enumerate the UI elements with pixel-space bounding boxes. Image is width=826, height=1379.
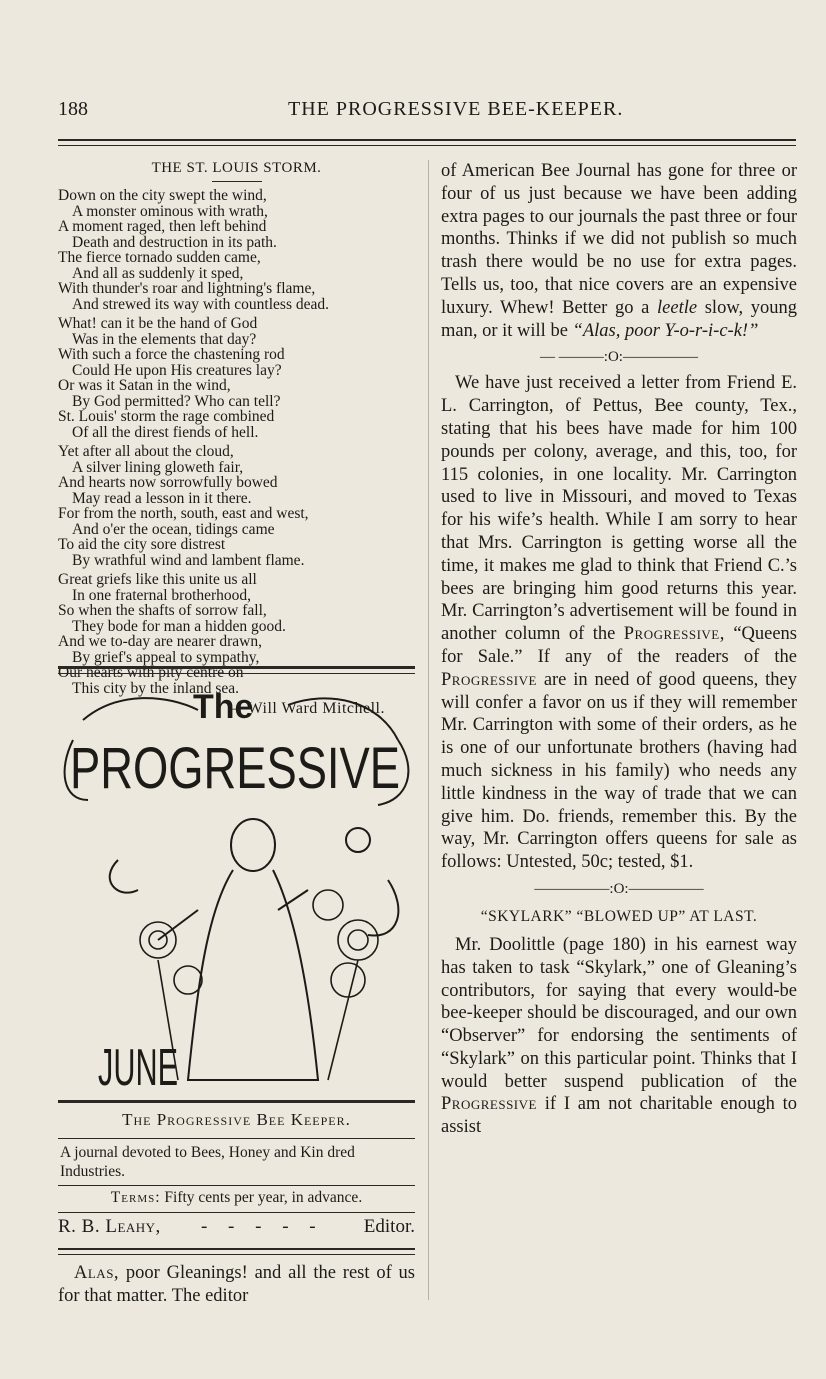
journal-terms [58, 1189, 415, 1207]
poem-line: And hearts now sorrowfully bowed [58, 474, 278, 491]
closing-paragraph [58, 1262, 415, 1307]
journal-description: A journal devoted to Bees, Honey and Kin dred Industries. [60, 1144, 355, 1180]
poem-line: With thunder's roar and lightning's flame, [58, 280, 316, 297]
poem-line: Yet after all about the cloud, [58, 443, 234, 460]
masthead-flourish [83, 698, 198, 720]
poem-end-rule-thin [58, 673, 415, 674]
masthead-flourish [288, 698, 398, 740]
page-number: 188 [58, 98, 88, 120]
poem-stanza [58, 444, 415, 568]
poem-stanza [58, 316, 415, 440]
terms-label: Terms: [110, 1189, 161, 1206]
figure-arm [158, 910, 198, 940]
editor-rule-thin [58, 1254, 415, 1255]
poem-line: Our hearts with pity centre on [58, 664, 244, 681]
poem-line: A monster ominous with wrath, [72, 202, 268, 220]
column-divider [428, 160, 429, 1300]
closing-lead: Alas, [74, 1263, 120, 1283]
editor-name: R. B. Leahy, [58, 1216, 161, 1237]
journal-desc-rule [58, 1185, 415, 1186]
poem-line: May read a lesson in it there. [72, 489, 252, 507]
poem-line: Or was it Satan in the wind, [58, 377, 231, 394]
poem-line: To aid the city sore distrest [58, 536, 226, 553]
journal-title-ref: Progressive, [623, 624, 725, 645]
poem-line: By wrathful wind and lambent flame. [72, 551, 305, 569]
header-rule-top [58, 139, 796, 141]
poem [58, 160, 415, 718]
masthead-progressive: PROGRESSIVE [70, 736, 400, 801]
poem-title-separator [212, 181, 262, 182]
poem-title: THE ST. LOUIS STORM. [151, 160, 322, 176]
poem-line: Great griefs like this unite us all [58, 571, 257, 588]
rose-icon [174, 966, 202, 994]
masthead-the: The [193, 688, 254, 726]
paragraph-text: if I am not charitable enough to assist [441, 1094, 797, 1138]
masthead-end-rule [58, 1100, 415, 1103]
rose-stem [328, 960, 358, 1080]
paragraph-carrington [441, 372, 797, 874]
poem-line: What! can it be the hand of God [58, 315, 258, 332]
rose-icon [338, 920, 378, 960]
poem-line: A silver lining gloweth fair, [72, 458, 244, 476]
poem-line: And all as suddenly it sped, [72, 264, 244, 282]
closing-text: poor Gleanings! and all the rest of us for that matter. The editor [58, 1263, 415, 1306]
paragraph-text: slow, young man, or it will be [441, 297, 798, 341]
running-title: THE PROGRESSIVE BEE-KEEPER. [288, 98, 624, 120]
journal-title-ref: Progressive [441, 669, 537, 690]
poem-line: The fierce tornado sudden came, [58, 249, 261, 266]
poem-line: This city by the inland sea. [72, 679, 240, 697]
poem-stanza [58, 188, 415, 312]
editor-dashes: - - - - - [200, 1216, 324, 1237]
poem-line: For from the north, south, east and west, [58, 505, 309, 522]
editor-title: Editor. [363, 1216, 415, 1237]
poem-line: And we to-day are nearer drawn, [58, 633, 262, 650]
poem-line: They bode for man a hidden good. [72, 617, 286, 635]
journal-name: The Progressive Bee Keeper. [122, 1110, 351, 1129]
masthead-scroll [110, 860, 138, 893]
poem-attribution: —Will Ward Mitchell. [231, 700, 385, 717]
rose-icon [313, 890, 343, 920]
paragraph-text: of American Bee Journal has gone for three or four of us just because we have been adding extra pages to our journals the past three or four months. Thinks if we did not publish so much trash there would be no use for extra pages. Tells us, too, that nice covers are an expensive luxury. Whew! Better go a [441, 161, 797, 318]
poem-end-rule [58, 666, 415, 669]
poem-line: Death and destruction in its path. [72, 233, 277, 251]
italic-quote: “Alas, poor Y-o-r-i-c-k!” [572, 320, 759, 341]
poem-line: And strewed its way with countless dead. [72, 295, 329, 313]
paragraph-text: are in need of good queens, they will confer a favor on us if they will remember Mr. Carrington with some of their orders, as he is one of our unfortunate brothers (having had much sickness in his family) who needs any little kindness in the way of trade that we can give him. Do. friends, remember this. By the way, Mr. Carrington offers queens for sale as follows: Untested, 50c; tested, $1. [441, 669, 798, 873]
poem-line: With such a force the chastening rod [58, 346, 285, 363]
section-heading: “SKYLARK” “BLOWED UP” AT LAST. [480, 907, 758, 925]
rose-icon [348, 930, 368, 950]
figure-head [231, 819, 275, 871]
masthead-scroll [346, 828, 370, 852]
paragraph-text: We have just received a letter from Friend E. L. Carrington, of Pettus, Bee county, Tex., stating that his bees have made for him 100 pounds per colony, average, and this, too, for 115 colonies, in one locality. Mr. Carrington used to live in Missouri, and moved to Texas for his wife’s health. While I am sorry to hear that Mrs. Carrington is getting worse all the time, it makes me glad to think that Friend C.’s bees are bringing him good returns this year. Mr. Carrington’s advertisement will be found in another column of the [441, 373, 797, 645]
masthead-figure [158, 819, 318, 1080]
rose-icon [331, 963, 365, 997]
masthead-svg [58, 680, 415, 1098]
poem-line: A moment raged, then left behind [58, 218, 267, 235]
poem-line: Was in the elements that day? [72, 330, 257, 348]
paragraph-doolittle [441, 934, 797, 1139]
section-divider: —————:O:————— [534, 880, 704, 897]
poem-line: And o'er the ocean, tidings came [72, 520, 275, 538]
paragraph-text: Mr. Doolittle (page 180) in his earnest way has taken to task “Skylark,” one of Gleaning’s contributors, for saying that every would-be bee-keeper should be discouraged, and our own “Observer” for endorsing the sentiments of “Skylark” on this particular point. Thinks that I would better suspend publication of the [441, 934, 797, 1092]
terms-text: Fifty cents per year, in advance. [164, 1189, 363, 1206]
poem-stanza [58, 572, 415, 696]
poem-line: Could He upon His creatures lay? [72, 361, 282, 379]
poem-line: Of all the direst fiends of hell. [72, 423, 259, 441]
editor-line [58, 1216, 415, 1238]
paragraph-gleanings [441, 160, 797, 342]
figure-dress [188, 870, 318, 1080]
masthead-illustration [58, 680, 415, 1098]
journal-name-rule [58, 1138, 415, 1139]
poem-line: Down on the city swept the wind, [58, 187, 267, 204]
poem-line: St. Louis' storm the rage combined [58, 408, 275, 425]
page-header [58, 98, 796, 128]
poem-line: So when the shafts of sorrow fall, [58, 602, 267, 619]
journal-title-ref: Progressive [441, 1094, 537, 1115]
poem-body [58, 188, 415, 696]
right-column [441, 160, 797, 1139]
editor-rule [58, 1248, 415, 1250]
paragraph-text: “Queens for Sale.” If any of the readers of the [441, 624, 798, 667]
poem-line: By God permitted? Who can tell? [72, 392, 281, 410]
terms-rule [58, 1212, 415, 1213]
italic-word: leetle [657, 297, 698, 318]
section-divider: — ———:O:————— [540, 349, 698, 366]
masthead-month: JUNE [98, 1039, 178, 1097]
poem-line: In one fraternal brotherhood, [72, 586, 252, 604]
header-rule-bottom [58, 145, 796, 146]
poem-line: By grief's appeal to sympathy, [72, 648, 260, 666]
